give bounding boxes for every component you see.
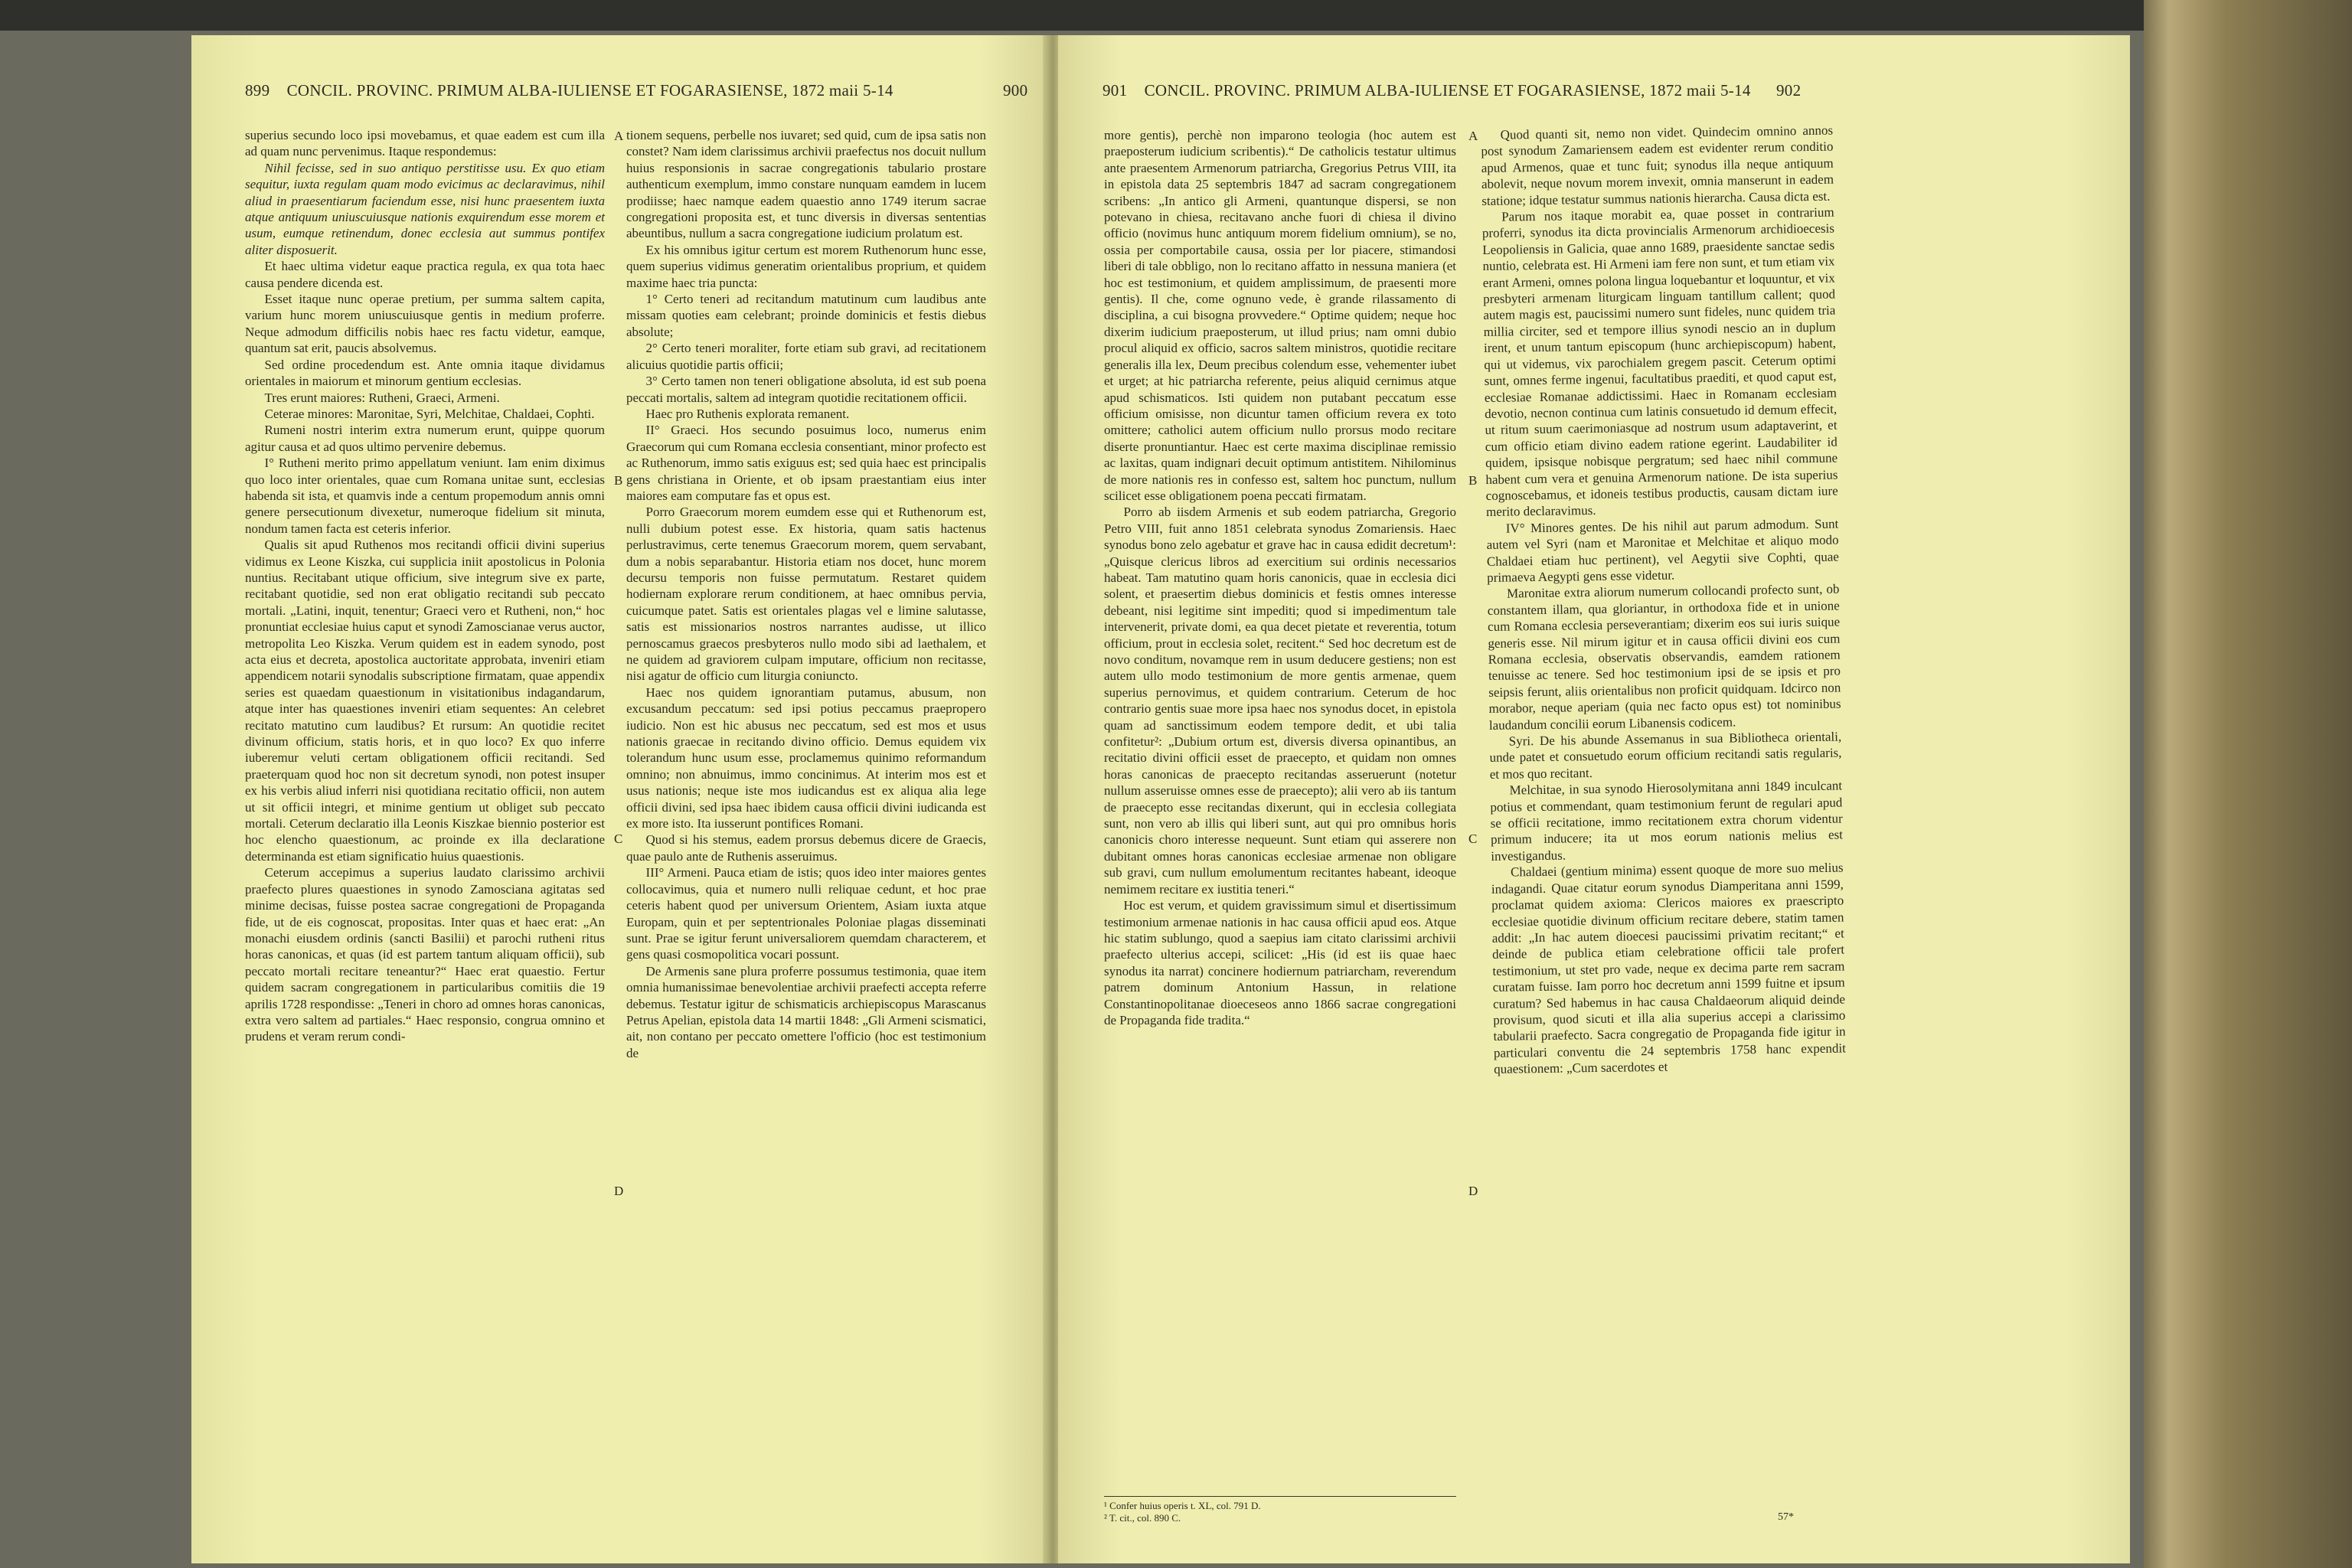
page-number-899: 899 <box>245 81 270 100</box>
paragraph: III° Armeni. Pauca etiam de istis; quos ideo inter maiores gentes collocavimus, quia et numero nulli reliquae cedunt, et hoc prae ceteris habent quod per universum Orientem, Asiam iuxta atque Europam, quin et per septentrionales Poloniae plagas disseminati sunt. Prae se igitur ferunt universaliorem quemdam characterem, et gens quasi cosmopolitica vocari possunt. <box>626 865 986 962</box>
margin-letter-a: A <box>1468 129 1478 143</box>
paragraph: 2° Certo teneri moraliter, forte etiam sub gravi, ad recitationem alicuius quotidie partis officii; <box>626 341 986 372</box>
paragraph: Et haec ultima videtur eaque practica regula, ex qua tota haec causa pendere dicenda est. <box>245 259 605 290</box>
paragraph: tionem sequens, perbelle nos iuvaret; sed quid, cum de ipsa satis non constet? Nam idem clarissimus archivii praefectus nos docuit nullum huius responsionis in sacrae congregationis tabulario prostare authenticum exemplum, immo constare nunquam eamdem in lucem prodiisse; haec namque eadem quaestio anno 1749 iterum sacrae congregationi proposita est, et tunc diversis in diversas sententias abeuntibus, nullum a sacra congregatione iudicium prolatum est. <box>626 128 986 241</box>
signature-mark: 57* <box>1778 1511 1794 1523</box>
paragraph: 3° Certo tamen non teneri obligatione absoluta, id est sub poena peccati mortalis, saltem ad integram quotidie recitationem officii. <box>626 374 986 405</box>
book-cover-edge <box>2144 0 2352 1568</box>
paragraph: Parum nos itaque morabit ea, quae posset in contrarium proferri, synodus ita dicta provincialis Armenorum archidioecesis Leopoliensis in Galicia, quae anno 1689, praesidente sanctae sedis nuntio, celebrata est. Hi Armeni iam fere non sunt, et tum etiam vix erant Armeni, omnes polona lingua loquebantur et loquuntur, et vix presbyteri armenam liturgicam linguam tantillum callent; quod autem magis est, paucissimi numero sunt fideles, nunc quidem tria millia circiter, sed et tempore illius synodi nescio an in duplum irent, et unum tantum episcopum (hunc archiepiscopum) habent, qui ut videmus, vix parochialem gregem pascit. Ceterum optimi sunt, omnes ferme ingenui, facultatibus praediti, et quod caput est, ecclesiae Romanae addictissimi. Haec in Romanam ecclesiam devotio, necnon continua cum latinis consuetudo id demum effecit, ut ritum suum caerimoniasque ad nostrum usum adaptaverint, et cum officio etiam divino eadem ratione egerint. Laudabiliter id quidem, ipsisque nobisque pergratum; sed haec nihil commune habent cum vera et genuina Armenorum natione. De ista superius cognoscebamus, et idoneis testibus productis, causam dictam iure merito declaravimus. <box>1481 204 1838 520</box>
paragraph: Melchitae, in sua synodo Hierosolymitana anni 1849 inculcant potius et commendant, quam testimonium ferunt de regulari apud se officii recitatione, immo recitationem extra chorum videntur primum inducere; ita ut mos eorum nationis melius est investigandus. <box>1490 778 1844 864</box>
margin-letter-c: C <box>1468 831 1478 846</box>
paragraph: IV° Minores gentes. De his nihil aut parum admodum. Sunt autem vel Syri (nam et Maronitae et Melchitae et aliquo modo Chaldaei etiam huc pertinent), vel Aegytii sive Cophti, quae primaeva Aegypti gens esse videtur. <box>1486 516 1840 585</box>
footnote-1: ¹ Confer huius operis t. XL, col. 791 D. <box>1104 1500 1261 1511</box>
paragraph: Chaldaei (gentium minima) essent quoque de more suo melius indagandi. Quae citatur eorum synodus Diamperitana anni 1599, proclamat quidem axioma: Clericos maiores ex praescripto ecclesiae quotidie divinum officium recitare debere, statim tamen addit: „In hac autem dioecesi paucissimi privatim recitant;“ et deinde de publica etiam celebratione officii tale profert testimonium, ut stet pro vade, neque ex decima parte rem sacram curatam fuisse. Iam porro hoc decretum anni 1599 fuitne et ipsum curatum? Sed habemus in hac causa Chaldaeorum aliquid deinde provisum, quod sicuti et illa alia superius accepi a clarissimo tabularii praefecto. Sacra congregatio de Propaganda fide igitur in particulari conventu die 24 septembris 1758 hanc expendit quaestionem: „Cum sacerdotes et <box>1491 860 1846 1077</box>
page-number-901: 901 <box>1102 81 1128 100</box>
running-head-left <box>245 81 1028 100</box>
running-head-right <box>1102 81 1802 100</box>
margin-letter-d: D <box>1468 1184 1478 1198</box>
footnote-2: ² T. cit., col. 890 C. <box>1104 1512 1181 1524</box>
paragraph: I° Rutheni merito primo appellatum veniunt. Iam enim diximus quo loco inter orientales, quae cum Romana unitae sunt, ecclesias habenda sit ista, et quamvis inde a centum propemodum annis omni genere persecutionum divexetur, numeroque fidelium sit minuta, nondum tamen facta est ceteris inferior. <box>245 456 605 536</box>
running-title: CONCIL. PROVINC. PRIMUM ALBA-IULIENSE ET FOGARASIENSE, 1872 maii 5-14 <box>1144 81 1751 100</box>
paragraph: Sed ordine procedendum est. Ante omnia itaque dividamus orientales in maiorum et minorum gentium ecclesias. <box>245 357 605 389</box>
footnotes <box>1104 1496 1456 1524</box>
paragraph: Quod quanti sit, nemo non videt. Quindecim omnino annos post synodum Zamariensem eadem est evidenter rerum conditio apud Armenos, quae et tunc fuit; synodus illa neque antiquum abolevit, neque novum morem invexit, omnia manserunt in eadem statione; idque testatur summus nationis hierarcha. Causa dicta est. <box>1481 122 1834 208</box>
paragraph: Qualis sit apud Ruthenos mos recitandi officii divini superius vidimus ex Leone Kiszka, cui supplicia iniit apostolicus in Polonia nuntius. Recitabant utique officium, sive integrum sive ex parte, recitabant quotidie, sed non erat obligatio recitandi sub peccato mortali. „Latini, inquit, tenentur; Graeci vero et Rutheni, non,“ hoc pronuntiat ecclesiae huius caput et synodi Zamoscianae verus auctor, metropolita Leo Kiszka. Verum quidem est in eadem synodo, post acta eius et decreta, apostolica auctoritate approbata, inveniri etiam appendicem notarii synodalis subscriptione firmatam, quae appendix series est quaedam quaestionum in visitationibus indagandarum, atque inter has quaestiones inveniri etiam sequentes: An celebret recitato matutino cum laudibus? Et rursum: An quotidie recitet divinum officium, statis horis, et in quo loco? Ex quo inferre iuberemur veluti certam obligationem officii recitandi. Sed praeterquam quod hoc non sit decretum synodi, non potest insuper ex his verbis aliud inferri nisi quotidiana recitatio officii, non autem ut sit officii integri, et minime gentium ut obliget sub peccato mortali. Ceterum declaratio illa Leonis Kiszkae biennio posterior est hoc elencho quaestionum, ac proinde ex illa declaratione determinanda est etiam significatio huius quaestionis. <box>245 537 605 864</box>
paragraph: Quod si his stemus, eadem prorsus debemus dicere de Graecis, quae paulo ante de Ruthenis asseruimus. <box>626 832 986 864</box>
paragraph: Haec pro Ruthenis explorata remanent. <box>645 406 850 421</box>
paragraph: superius secundo loco ipsi movebamus, et quae eadem est cum illa ad quam nunc pervenimus. Itaque respondemus: <box>245 128 605 159</box>
right-page-column-b <box>1481 122 1846 1078</box>
right-page-column-a <box>1104 127 1456 1028</box>
paragraph: Ceterum accepimus a superius laudato clarissimo archivii praefecto plures quaestiones in synodo Zamosciana agitatas sed minime decisas, fuisse postea sacrae congregationi de Propaganda fide, ut de eis cognoscat, propositas. Inter quas et haec erat: „An monachi eiusdem ordinis (sancti Basilii) et parochi rutheni ritus horas canonicas, et quas (id est partem tantum aliquam officii), sub peccato mortali recitare teneantur?“ Haec erat quaestio. Fertur quidem sacram congregationem in particularibus comitiis die 19 aprilis 1728 respondisse: „Teneri in choro ad omnes horas canonicas, extra vero saltem ad partiales.“ Haec responsio, congrua omnino et prudens et veram rerum condi- <box>245 865 605 1044</box>
paragraph: Nihil fecisse, sed in suo antiquo perstitisse usu. Ex quo etiam sequitur, iuxta regulam quam modo evicimus ac declaravimus, nihil aliud in praesentiarum faciendum esse, nisi hunc praesentem iuxta atque antiquum uniuscuiusque nationis exquirendum esse morem et usum, eumque retinendum, donec ecclesia aut summus pontifex aliter disposuerit. <box>245 160 605 257</box>
paragraph: Porro ab iisdem Armenis et sub eodem patriarcha, Gregorio Petro VIII, fuit anno 1851 celebrata synodus Zomariensis. Haec synodus bono zelo agebatur et grave hac in causa edidit decretum¹: „Quisque clericus libros ad exercitium sui ordinis necessarios habeat. Tam matutino quam horis canonicis, quae in ecclesia dici solent, et praesertim diebus dominicis et festis omnes interesse debeant, nisi legitime sint impediti; quod si impedimentum tale intervenerit, private domi, ea qua decet pietate et reverentia, totum officium, prout in ecclesia solet, recitent.“ Sed hoc decretum est de novo conditum, novamque rem in usum deducere gestiens; non est autem ullo modo testimonium de more gentis armenae, quem superius pernovimus, et quidem contrarium. Ceterum de hoc contrario gentis suae more ipsa haec nos synodus docet, in epistola quam ad sanctissimum eodem tempore dedit, et ubi talia confitetur²: „Dubium ortum est, diversis diversa opinantibus, an recitatio divini officii esset de praecepto, et quidam non omnes horas canonicas de praecepto recitandas asseruerunt (notetur nullum asseruisse omnes esse de praecepto); alii vero ab iis tantum de praecepto esse recitandas dixerunt, qui in ecclesia collegiata sunt, non vero ab illis qui liberi sunt, aut qui pro omnibus horis canonicis choro interesse nequeunt. Sunt etiam qui asserere non dubitant omnes horas canonicas ecclesiae armenae non obligare sub gravi, cum nullum emolumentum recitantes habeant, ideoque nemimem recitare ex iustitia teneri.“ <box>1104 505 1456 897</box>
margin-letter-b: B <box>614 473 623 488</box>
paragraph: Ex his omnibus igitur certum est morem Ruthenorum hunc esse, quem superius vidimus generatim orientalibus proprium, et quidem maxime haec tria puncta: <box>626 242 986 290</box>
paragraph: Haec nos quidem ignorantiam putamus, abusum, non excusandum peccatum: sed ipsi potius peccamus praepropero iudicio. Non est hic abusus nec peccatum, sed est mos et usus nationis graecae in recitando divino officio. Demus equidem vix tolerandum hunc usum esse, proclamemus quinimo reformandum omnino; non abnuimus, immo concinimus. At interim mos est et usus nationis; neque iste mos iudicandus est ex aliqua alia lege officii divini, sed ipsa haec ibidem causa officii divini iudicanda est ex more isto. Ita iusserunt pontifices Romani. <box>626 684 986 831</box>
margin-letter-b: B <box>1468 473 1478 488</box>
paragraph: Syri. De his abunde Assemanus in sua Bibliotheca orientali, unde patet et consuetudo eorum officium recitandi satis regularis, et mos quo recitant. <box>1489 729 1842 782</box>
left-page <box>191 35 1047 1563</box>
page-number-900: 900 <box>1003 81 1028 100</box>
paragraph: Rumeni nostri interim extra numerum erunt, quippe quorum agitur causa et ad quos ultimo pervenire debemus. <box>245 423 605 454</box>
page-number-902: 902 <box>1776 81 1802 100</box>
paragraph: Hoc est verum, et quidem gravissimum simul et disertissimum testimonium armenae nationis in hac causa officii apud eos. Atque hic statim sublungo, quod a saepius iam citato clarissimi archivii praefecto ulterius accepi, scilicet: „His (id est iis quae haec synodus ita narrat) concinere hodiernum patriarcham, reverendum patrem dominum Antonium Hassun, in relatione Constantinopolitanae dioeceseos anno 1866 sacrae congregationi de Propaganda fide tradita.“ <box>1104 898 1456 1027</box>
paragraph: Porro Graecorum morem eumdem esse qui et Ruthenorum est, nulli dubium potest esse. Ex historia, quam satis hactenus perlustravimus, certe tenemus Graecorum morem, quem servabant, dum a nobis separabantur. Historia etiam nos docet, hunc morem decursu temporis non fuisse permutatum. Restaret quidem hodiernam explorare rerum conditionem, at haec omnibus pervia, cuicumque patet. Satis est orientales plagas vel e limine salutasse, satis est missionarios nostros narrantes audisse, ut illico pernoscamus graecos presbyteros nullo modo sibi ad laethalem, et ne quidem ad graviorem culpam imputare, officium non recitasse, nisi agatur de officio cum liturgia coniuncto. <box>626 505 986 684</box>
paragraph: 1° Certo teneri ad recitandum matutinum cum laudibus ante missam quoties eam celebrant; proinde dominicis et festis diebus absolute; <box>626 292 986 339</box>
right-page <box>1058 35 2130 1563</box>
paragraph: De Armenis sane plura proferre possumus testimonia, quae item omnia humanissimae benevolentiae archivii praefecti accepta referre debemus. Testatur igitur de schismaticis archiepiscopus Marascanus Petrus Apelian, epistola data 14 martii 1848: „Gli Armeni scismatici, ait, non contano per peccato omettere l'officio (hoc est testimonium de <box>626 963 986 1060</box>
margin-letter-c: C <box>614 831 623 846</box>
paragraph: Maronitae extra aliorum numerum collocandi profecto sunt, ob constantem illam, qua gloriantur, in orthodoxa fide et in unione cum Romana ecclesia perseverantiam; dixerim eos sui iuris suique generis esse. Nil mirum igitur et in causa officii divini eos cum Romana ecclesia, observatis observandis, eamdem rationem tenuisse ac tenere. Sed hoc testimonium ipsi de se ipsis et pro seipsis ferunt, aliis orientalibus non proficit quidquam. Idcirco non morabor, neque aperiam (quia nec facto opus est) tot nominibus laudandum concilii eorum Libanensis codicem. <box>1487 581 1841 733</box>
paragraph: II° Graeci. Hos secundo posuimus loco, numerus enim Graecorum qui cum Romana ecclesia consentiant, minor profecto est ac Ruthenorum, immo satis exiguus est; sed quia haec est principalis gens christiana in Oriente, et ob ipsam praestantiam eius inter maiores eam computare fas et opus est. <box>626 423 986 503</box>
paragraph: Esset itaque nunc operae pretium, per summa saltem capita, varium hunc morem uniuscuiusque gentis in medium proferre. Neque admodum difficilis nobis haec res factu videtur, eamque, quantum sat erit, paucis absolvemus. <box>245 292 605 356</box>
left-page-column-b <box>626 127 986 1061</box>
paragraph: more gentis), perchè non imparono teologia (hoc autem est praeposterum iudicium scribentis).“ De catholicis testatur ultimus ante praesentem Armenorum patriarcha, Gregorius Petrus VIII, ita in epistola data 25 septembris 1847 ad sacram congregationem scribens: „In antico gli Armeni, quantunque dispersi, se non potevano in chiesa, recitavano anche fuori di chiesa il divino officio (novimus hunc antiquum morem fidelium omnium), se no, ossia per comportabile causa, ossia per lor piacere, stimandosi liberi di tale obbligo, non lo recitano affatto in nessuna maniera (et hoc est testimonium, et quidem amplissimum, de praesenti more gentis). Il che, come ognuno vede, è grande rilassamento di disciplina, a cui bisogna provvedere.“ Optime quidem; neque hoc dixerim iudicium praeposterum, ut illud prius; nam omni dubio procul aliquid ex officio, sacros saltem ministros, quotidie recitare generalis illa lex, Deum precibus colendum esse, vehementer iubet et urget; at hic patriarcha referente, peius aliquid cernimus atque apud schismaticos. Isti quidem non putabant peccatum esse officium omisisse, non dicuntur tamen officium revera ex toto omittere; catholici autem officium nullo prorsus modo recitare diserte pronuntiantur. Haec est certe maxima disciplinae remissio ac laxitas, quam indignari decuit optimum antistitem. Nihilominus de more nationis res in confesso est, saltem hoc punctum, nullum scilicet esse obligationem poena peccati firmatam. <box>1104 128 1456 503</box>
left-page-column-a <box>245 127 605 1045</box>
running-title: CONCIL. PROVINC. PRIMUM ALBA-IULIENSE ET FOGARASIENSE, 1872 maii 5-14 <box>286 81 893 100</box>
paragraph: Tres erunt maiores: Rutheni, Graeci, Armeni. <box>264 390 500 405</box>
paragraph: Ceterae minores: Maronitae, Syri, Melchitae, Chaldaei, Cophti. <box>264 406 595 421</box>
scanner-top-strip <box>0 0 2352 31</box>
margin-letter-d: D <box>614 1184 624 1198</box>
margin-letter-a: A <box>614 129 624 143</box>
